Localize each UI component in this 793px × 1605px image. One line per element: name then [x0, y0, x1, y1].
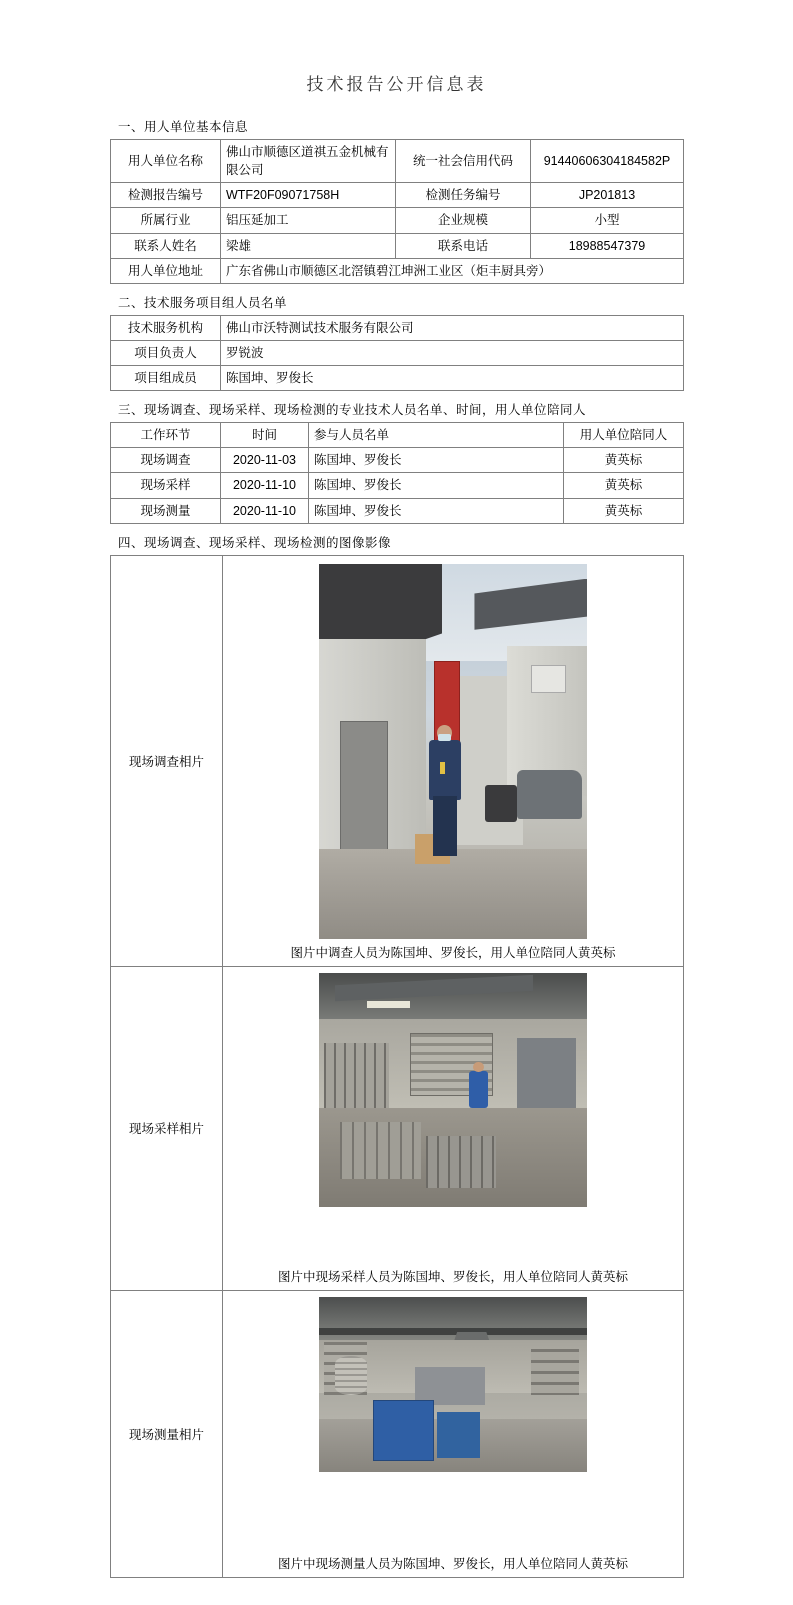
credit-code-value: 91440606304184582P — [531, 140, 684, 183]
credit-code-label: 统一社会信用代码 — [396, 140, 531, 183]
stage-value: 现场调查 — [111, 448, 221, 473]
photo-caption-survey: 图片中调查人员为陈国坤、罗俊长，用人单位陪同人黄英标 — [290, 945, 616, 960]
table-row — [111, 498, 684, 523]
escort-value: 黄英标 — [564, 448, 684, 473]
photo-cell-measurement — [223, 1290, 684, 1577]
photo-cell-survey — [223, 555, 684, 966]
section-1-table-wrap — [0, 139, 793, 284]
industry-value: 铝压延加工 — [221, 208, 396, 233]
col-header-date: 时间 — [221, 423, 309, 448]
photo-row-measurement — [111, 1290, 684, 1577]
section-1-heading: 一、用人单位基本信息 — [118, 120, 249, 134]
table-row — [111, 473, 684, 498]
escort-value: 黄英标 — [564, 473, 684, 498]
project-leader-value: 罗锐波 — [221, 340, 684, 365]
date-value: 2020-11-03 — [221, 448, 309, 473]
address-value: 广东省佛山市顺德区北滘镇碧江坤洲工业区（炬丰厨具旁） — [221, 258, 684, 283]
participants-value: 陈国坤、罗俊长 — [309, 448, 564, 473]
table-row — [111, 208, 684, 233]
col-header-participants: 参与人员名单 — [309, 423, 564, 448]
company-scale-value: 小型 — [531, 208, 684, 233]
table-row — [111, 258, 684, 283]
table-row — [111, 233, 684, 258]
company-scale-label: 企业规模 — [396, 208, 531, 233]
photo-cell-sampling — [223, 966, 684, 1290]
section-2-table-wrap — [0, 315, 793, 391]
fieldwork-schedule-table — [110, 422, 684, 524]
industry-label: 所属行业 — [111, 208, 221, 233]
contact-phone-value: 18988547379 — [531, 233, 684, 258]
col-header-stage: 工作环节 — [111, 423, 221, 448]
service-org-label: 技术服务机构 — [111, 315, 221, 340]
employer-info-table — [110, 139, 684, 284]
table-header-row — [111, 423, 684, 448]
section-2-heading: 二、技术服务项目组人员名单 — [118, 295, 288, 310]
section-4-heading: 四、现场调查、现场采样、现场检测的图像影像 — [118, 535, 392, 550]
report-no-value: WTF20F09071758H — [221, 183, 396, 208]
participants-value: 陈国坤、罗俊长 — [309, 473, 564, 498]
page-title: 技术报告公开信息表 — [306, 75, 487, 94]
table-row — [111, 340, 684, 365]
section-3-heading: 三、现场调查、现场采样、现场检测的专业技术人员名单、时间，用人单位陪同人 — [118, 403, 587, 418]
employer-name-value: 佛山市顺德区道祺五金机械有限公司 — [221, 140, 396, 183]
date-value: 2020-11-10 — [221, 473, 309, 498]
site-sampling-photo — [319, 973, 587, 1207]
project-members-label: 项目组成员 — [111, 366, 221, 391]
table-row — [111, 140, 684, 183]
photo-label-survey: 现场调查相片 — [111, 555, 223, 966]
photo-box-survey — [223, 556, 683, 966]
site-measurement-photo — [319, 1297, 587, 1472]
photo-box-sampling — [223, 967, 683, 1290]
project-team-table — [110, 315, 684, 391]
employer-name-label: 用人单位名称 — [111, 140, 221, 183]
task-no-value: JP201813 — [531, 183, 684, 208]
table-row — [111, 183, 684, 208]
photo-row-survey — [111, 555, 684, 966]
site-survey-photo — [319, 564, 587, 939]
contact-name-label: 联系人姓名 — [111, 233, 221, 258]
photo-caption-sampling: 图片中现场采样人员为陈国坤、罗俊长，用人单位陪同人黄英标 — [277, 1269, 628, 1284]
section-4-table-wrap — [0, 555, 793, 1578]
photo-caption-measurement: 图片中现场测量人员为陈国坤、罗俊长，用人单位陪同人黄英标 — [277, 1556, 628, 1571]
photo-label-measurement: 现场测量相片 — [111, 1290, 223, 1577]
report-no-label: 检测报告编号 — [111, 183, 221, 208]
stage-value: 现场采样 — [111, 473, 221, 498]
escort-value: 黄英标 — [564, 498, 684, 523]
contact-name-value: 梁雄 — [221, 233, 396, 258]
table-row — [111, 366, 684, 391]
photo-row-sampling — [111, 966, 684, 1290]
photo-label-sampling: 现场采样相片 — [111, 966, 223, 1290]
participants-value: 陈国坤、罗俊长 — [309, 498, 564, 523]
table-row — [111, 315, 684, 340]
field-photos-table — [110, 555, 684, 1578]
photo-box-measurement — [223, 1291, 683, 1577]
project-members-value: 陈国坤、罗俊长 — [221, 366, 684, 391]
col-header-escort: 用人单位陪同人 — [564, 423, 684, 448]
date-value: 2020-11-10 — [221, 498, 309, 523]
contact-phone-label: 联系电话 — [396, 233, 531, 258]
section-3-table-wrap — [0, 422, 793, 524]
service-org-value: 佛山市沃特测试技术服务有限公司 — [221, 315, 684, 340]
address-label: 用人单位地址 — [111, 258, 221, 283]
table-row — [111, 448, 684, 473]
task-no-label: 检测任务编号 — [396, 183, 531, 208]
stage-value: 现场测量 — [111, 498, 221, 523]
project-leader-label: 项目负责人 — [111, 340, 221, 365]
